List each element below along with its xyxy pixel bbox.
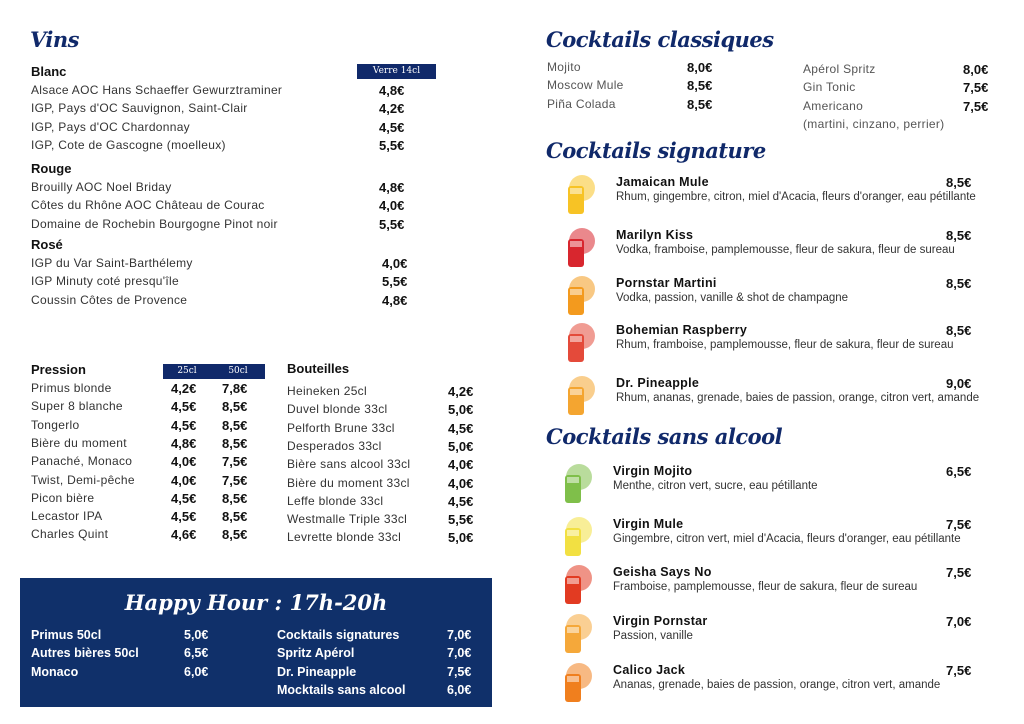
happy-item-price: 7,0€ — [447, 646, 472, 661]
cocktail-price: 8,0€ — [687, 60, 713, 75]
cocktail-illustration-icon — [555, 660, 597, 706]
sans-alcool-title: Cocktails sans alcool — [546, 424, 783, 449]
happy-item-price: 5,0€ — [184, 628, 209, 642]
bottle-name: Leffe blonde 33cl — [287, 493, 384, 508]
happy-item-price: 7,5€ — [447, 664, 472, 679]
price-25cl: 4,0€ — [171, 454, 197, 470]
wine-price: 5,5€ — [379, 216, 405, 232]
cocktail-name: Calico Jack — [613, 663, 686, 677]
cocktail-illustration-icon — [558, 373, 600, 419]
cocktail-name: Jamaican Mule — [616, 175, 709, 189]
happy-item-name: Dr. Pineapple — [277, 664, 357, 679]
cocktail-name: Moscow Mule — [547, 78, 624, 93]
cocktail-price: 7,5€ — [946, 663, 972, 678]
pression-size-badge — [163, 364, 265, 379]
price-25cl: 4,5€ — [171, 490, 197, 506]
wine-price: 5,5€ — [379, 137, 405, 153]
cocktail-price: 7,5€ — [946, 517, 972, 532]
price-50cl: 8,5€ — [222, 490, 248, 506]
bottle-price: 4,5€ — [448, 493, 474, 509]
cocktail-ingredients: Rhum, framboise, pamplemousse, fleur de sakura, fleur de sureau — [616, 339, 954, 351]
draught-name: Primus blonde — [31, 381, 112, 395]
happy-item-price: 7,0€ — [447, 628, 472, 642]
wine-price: 5,5€ — [382, 274, 408, 290]
cocktail-price: 8,5€ — [687, 96, 713, 112]
wine-price: 4,2€ — [379, 101, 405, 117]
price-50cl: 8,5€ — [222, 417, 248, 433]
wine-price: 4,0€ — [379, 198, 405, 214]
wine-name: Brouilly AOC Noel Briday — [31, 180, 172, 194]
cocktail-name: Bohemian Raspberry — [616, 323, 748, 337]
happy-hour-title: Happy Hour : 17h-20h — [124, 590, 388, 615]
cocktail-name: Virgin Mojito — [613, 464, 693, 478]
cocktail-price: 7,5€ — [946, 565, 972, 580]
price-25cl: 4,5€ — [171, 509, 197, 525]
draught-name: Bière du moment — [31, 435, 127, 450]
bottle-name: Heineken 25cl — [287, 384, 367, 398]
americano-note: (martini, cinzano, perrier) — [803, 117, 945, 131]
pression-title: Pression — [31, 362, 86, 377]
cocktail-ingredients: Ananas, grenade, baies de passion, orange, citron vert, amande — [613, 679, 941, 691]
cocktail-price: 8,5€ — [946, 323, 972, 338]
bottle-price: 5,0€ — [448, 530, 474, 546]
cocktail-ingredients: Passion, vanille — [613, 630, 693, 642]
wine-price: 4,8€ — [382, 292, 408, 308]
price-25cl: 4,5€ — [171, 417, 197, 433]
wine-name: Alsace AOC Hans Schaeffer Gewurztraminer — [31, 83, 283, 97]
bottle-price: 4,0€ — [448, 457, 474, 473]
price-50cl: 8,5€ — [222, 435, 248, 451]
draught-name: Lecastor IPA — [31, 509, 103, 524]
bottle-name: Westmalle Triple 33cl — [287, 512, 408, 527]
cocktail-illustration-icon — [558, 320, 600, 366]
cocktail-illustration-icon — [555, 562, 597, 608]
bottle-price: 4,2€ — [448, 384, 474, 399]
wine-price: 4,8€ — [379, 180, 405, 195]
draught-name: Super 8 blanche — [31, 399, 123, 414]
cocktail-name: Marilyn Kiss — [616, 228, 694, 242]
cocktail-price: 6,5€ — [946, 464, 972, 479]
wine-price: 4,5€ — [379, 119, 405, 135]
wine-name: Coussin Côtes de Provence — [31, 292, 188, 307]
price-25cl: 4,5€ — [171, 399, 197, 415]
price-25cl: 4,6€ — [171, 527, 197, 543]
cocktail-ingredients: Framboise, pamplemousse, fleur de sakura, fleur de sureau — [613, 581, 918, 593]
cocktail-illustration-icon — [558, 172, 600, 218]
happy-item-name: Spritz Apérol — [277, 646, 355, 661]
cocktail-ingredients: Vodka, framboise, pamplemousse, fleur de sakura, fleur de sureau — [616, 244, 955, 256]
price-50cl: 8,5€ — [222, 399, 248, 415]
cocktail-name: Americano — [803, 98, 864, 113]
cocktail-price: 8,5€ — [687, 78, 713, 94]
cocktail-name: Mojito — [547, 60, 581, 74]
cocktail-illustration-icon — [558, 225, 600, 271]
happy-item-price: 6,0€ — [447, 682, 472, 697]
cocktail-price: 9,0€ — [946, 376, 972, 391]
cocktail-name: Geisha Says No — [613, 565, 712, 579]
price-50cl: 8,5€ — [222, 527, 248, 543]
cocktail-ingredients: Rhum, ananas, grenade, baies de passion, orange, citron vert, amande — [616, 392, 980, 404]
bottle-price: 5,0€ — [448, 438, 474, 454]
cocktail-ingredients: Rhum, gingembre, citron, miel d'Acacia, fleurs d'oranger, eau pétillante — [616, 191, 976, 203]
cocktail-ingredients: Vodka, passion, vanille & shot de champagne — [616, 292, 849, 304]
wine-price: 4,8€ — [379, 83, 405, 98]
wine-name: IGP, Pays d'OC Sauvignon, Saint-Clair — [31, 101, 248, 116]
cocktail-illustration-icon — [555, 461, 597, 507]
size-25cl: 25cl — [177, 366, 197, 376]
wine-name: IGP Minuty coté presqu'île — [31, 274, 179, 289]
happy-item-name: Autres bières 50cl — [31, 646, 139, 661]
signature-title: Cocktails signature — [546, 138, 766, 163]
cocktail-name: Virgin Mule — [613, 517, 684, 531]
draught-name: Tongerlo — [31, 417, 80, 432]
price-25cl: 4,2€ — [171, 381, 197, 396]
bottle-name: Bière du moment 33cl — [287, 475, 410, 490]
price-25cl: 4,0€ — [171, 472, 197, 488]
bottle-name: Levrette blonde 33cl — [287, 530, 402, 545]
draught-name: Charles Quint — [31, 527, 109, 542]
cocktail-price: 8,5€ — [946, 228, 972, 243]
bouteilles-title: Bouteilles — [287, 361, 350, 376]
wine-name: IGP, Pays d'OC Chardonnay — [31, 119, 190, 134]
draught-name: Panaché, Monaco — [31, 454, 133, 469]
happy-item-name: Monaco — [31, 664, 79, 679]
happy-hour-box — [20, 578, 492, 707]
happy-item-name: Cocktails signatures — [277, 628, 400, 642]
wine-price: 4,0€ — [382, 256, 408, 271]
bottle-name: Bière sans alcool 33cl — [287, 457, 411, 472]
wine-name: IGP du Var Saint-Barthélemy — [31, 256, 193, 270]
cocktail-illustration-icon — [555, 514, 597, 560]
price-50cl: 7,8€ — [222, 381, 248, 396]
cocktail-ingredients: Menthe, citron vert, sucre, eau pétillante — [613, 480, 818, 492]
cocktail-price: 7,5€ — [963, 80, 989, 96]
size-50cl: 50cl — [228, 366, 248, 376]
cocktail-name: Piña Colada — [547, 96, 616, 111]
wine-name: IGP, Cote de Gascogne (moelleux) — [31, 137, 226, 152]
cocktail-ingredients: Gingembre, citron vert, miel d'Acacia, fleurs d'oranger, eau pétillante — [613, 533, 961, 545]
cocktail-price: 8,5€ — [946, 276, 972, 291]
wine-group-title: Blanc — [31, 64, 67, 79]
cocktail-price: 8,5€ — [946, 175, 972, 190]
price-50cl: 7,5€ — [222, 472, 248, 488]
wine-group-title: Rouge — [31, 161, 72, 176]
vins-title: Vins — [30, 27, 79, 52]
happy-item-name: Mocktails sans alcool — [277, 682, 406, 697]
bottle-price: 5,0€ — [448, 402, 474, 418]
draught-name: Twist, Demi-pêche — [31, 472, 135, 487]
price-50cl: 7,5€ — [222, 454, 248, 470]
cocktail-illustration-icon — [558, 273, 600, 319]
bottle-price: 4,5€ — [448, 420, 474, 436]
cocktail-name: Dr. Pineapple — [616, 376, 700, 390]
cocktail-illustration-icon — [555, 611, 597, 657]
bottle-name: Desperados 33cl — [287, 438, 382, 453]
glass-size-badge: Verre 14cl — [357, 64, 436, 79]
bottle-name: Duvel blonde 33cl — [287, 402, 388, 417]
cocktail-price: 8,0€ — [963, 62, 989, 77]
happy-item-name: Primus 50cl — [31, 628, 102, 642]
price-50cl: 8,5€ — [222, 509, 248, 525]
bottle-price: 5,5€ — [448, 512, 474, 528]
cocktail-name: Gin Tonic — [803, 80, 856, 95]
cocktail-price: 7,5€ — [963, 98, 989, 114]
price-25cl: 4,8€ — [171, 435, 197, 451]
cocktail-name: Pornstar Martini — [616, 276, 717, 290]
bottle-price: 4,0€ — [448, 475, 474, 491]
bottle-name: Pelforth Brune 33cl — [287, 420, 395, 435]
happy-item-price: 6,5€ — [184, 646, 209, 661]
cocktail-name: Apérol Spritz — [803, 62, 876, 76]
happy-item-price: 6,0€ — [184, 664, 209, 679]
cocktail-name: Virgin Pornstar — [613, 614, 708, 628]
classiques-title: Cocktails classiques — [546, 27, 774, 52]
wine-group-title: Rosé — [31, 237, 63, 252]
cocktail-price: 7,0€ — [946, 614, 972, 629]
wine-name: Domaine de Rochebin Bourgogne Pinot noir — [31, 216, 278, 231]
wine-name: Côtes du Rhône AOC Château de Courac — [31, 198, 265, 213]
draught-name: Picon bière — [31, 490, 95, 505]
